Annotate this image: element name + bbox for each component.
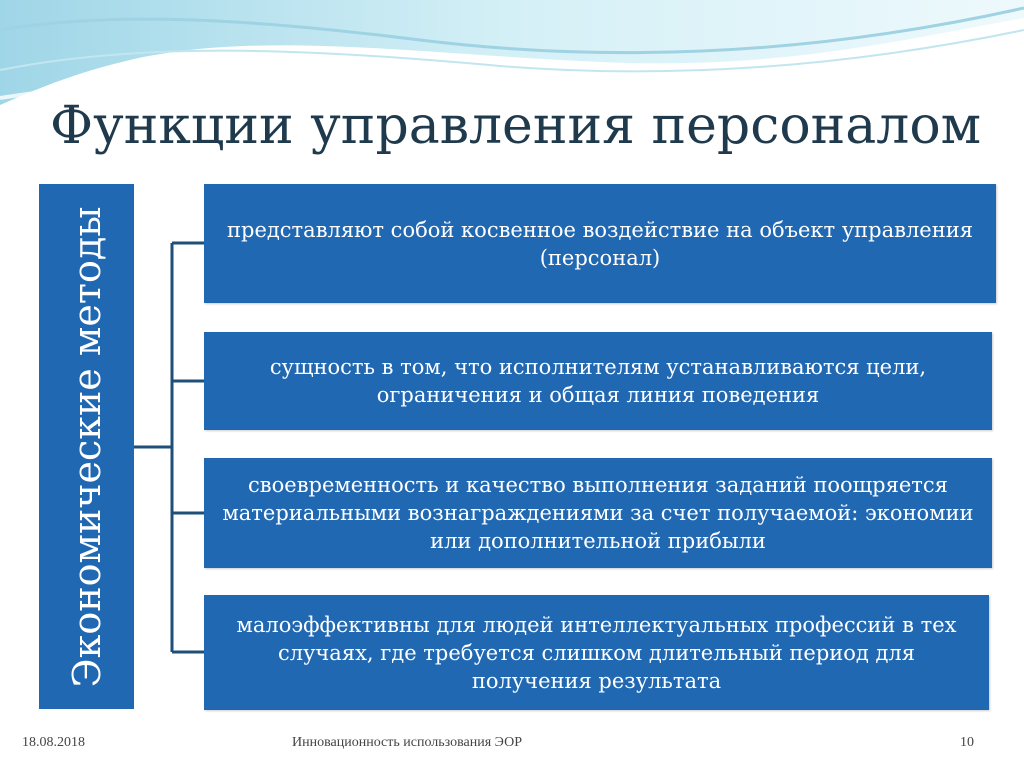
method-text: представляют собой косвенное воздействие на объект управления (персонал) xyxy=(227,217,973,270)
slide-title: Функции управления персоналом xyxy=(50,96,982,156)
method-text: сущность в том, что исполнителям устанавливаются цели, ограничения и общая линия поведения xyxy=(269,355,927,407)
method-box-3 xyxy=(204,458,992,568)
category-label: Экономические методы xyxy=(64,206,109,687)
category-box xyxy=(39,184,134,709)
method-box-1 xyxy=(204,184,996,303)
footer-date: 18.08.2018 xyxy=(22,735,85,750)
page-number: 10 xyxy=(960,735,974,750)
footer-caption: Инновационность использования ЭОР xyxy=(292,735,522,750)
method-box-2 xyxy=(204,332,992,430)
method-text: малоэффективны для людей интеллектуальных профессий в тех случаях, где требуется слишком длительный период для получения результата xyxy=(236,612,957,693)
method-text: своевременность и качество выполнения заданий поощряется материальными вознаграждениями за счет получаемой: экономии или дополнительной прибыли xyxy=(222,473,974,553)
method-box-4 xyxy=(204,595,989,710)
